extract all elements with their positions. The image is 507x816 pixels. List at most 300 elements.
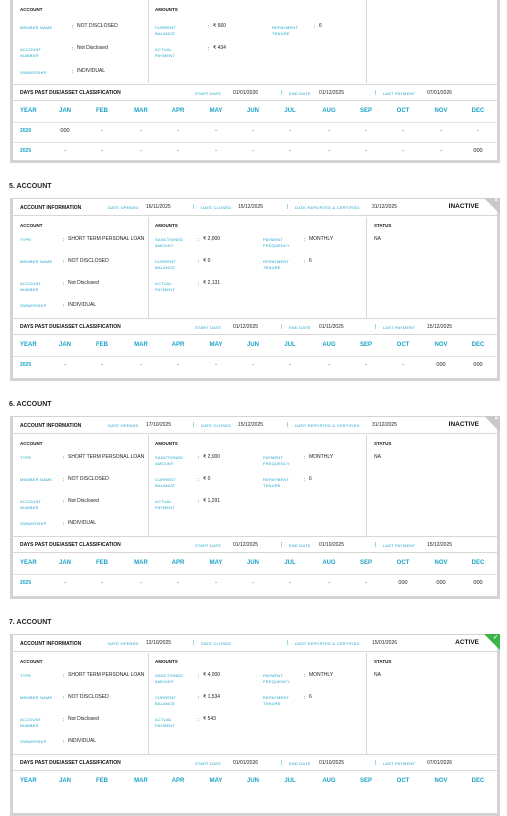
month-header: JAN: [58, 342, 71, 348]
date-opened-value: 16/11/2025: [146, 204, 171, 210]
colon: :: [198, 455, 200, 461]
month-header: APR: [171, 342, 185, 348]
account-col-title: ACCOUNT: [20, 659, 43, 664]
date-reported-label: DATE REPORTED & CERTIFIED: [295, 641, 360, 646]
account-number-label: ACCOUNT NUMBER: [20, 281, 42, 292]
month-value: -: [101, 148, 103, 154]
month-header: JUN: [246, 342, 259, 348]
start-date-value: 01/01/2026: [233, 90, 259, 96]
colon: :: [63, 673, 65, 679]
separator: |: [193, 422, 195, 428]
date-opened-label: DATE OPENED: [108, 205, 139, 210]
member-name-label: MEMBER NAME: [20, 259, 53, 264]
start-date-label: START DATE: [195, 325, 222, 330]
month-header: AUG: [322, 108, 336, 114]
month-value: -: [252, 148, 254, 154]
colon: :: [198, 281, 200, 287]
month-header: MAR: [134, 108, 148, 114]
dpd-year-row: [13, 148, 497, 158]
colon: :: [63, 303, 65, 309]
account-number-value: Not Disclosed: [68, 498, 99, 504]
separator: |: [281, 760, 283, 766]
month-header: DEC: [471, 108, 485, 114]
month-header: NOV: [434, 342, 448, 348]
status-value: NA: [374, 236, 381, 242]
sanctioned-amount-label: SANCTIONED AMOUNT: [155, 673, 184, 684]
month-header: JUL: [284, 342, 296, 348]
actual-payment-label: ACTUAL PAYMENT: [155, 499, 176, 510]
month-header: MAY: [209, 342, 223, 348]
payment-frequency-label: PAYMENT FREQUENCY: [263, 673, 290, 684]
status-col-title: STATUS: [374, 659, 392, 664]
inactive-close-icon: [484, 198, 500, 214]
member-name-label: MEMBER NAME: [20, 695, 53, 700]
colon: :: [72, 69, 74, 75]
ownership-value: INDIVIDUAL: [68, 520, 97, 526]
colon: :: [63, 695, 65, 701]
month-value: -: [289, 580, 291, 586]
month-header: FEB: [96, 560, 108, 566]
member-name-value: NOT DISCLOSED: [77, 23, 118, 29]
account-number-value: Not Disclosed: [68, 280, 99, 286]
account-col-title: ACCOUNT: [20, 441, 43, 446]
month-header: JUN: [246, 108, 259, 114]
colon: :: [314, 24, 316, 30]
month-value: -: [365, 148, 367, 154]
actual-payment-value: ₹ 1,291: [203, 498, 221, 504]
month-value: -: [177, 148, 179, 154]
active-check-icon: [484, 634, 500, 650]
month-value: 000: [60, 128, 70, 134]
month-value: -: [64, 148, 66, 154]
end-date-label: END DATE: [289, 543, 311, 548]
separator: |: [375, 90, 377, 96]
month-header: JUN: [246, 560, 259, 566]
repayment-tenure-value: 6: [309, 258, 312, 264]
sanctioned-amount-label: SANCTIONED AMOUNT: [155, 237, 184, 248]
ownership-label: OWNERSHIP: [20, 303, 47, 308]
account-info-title: ACCOUNT INFORMATION: [20, 641, 82, 647]
member-name-value: NOT DISCLOSED: [68, 258, 109, 264]
month-header: JAN: [58, 108, 71, 114]
month-header: OCT: [396, 560, 410, 566]
end-date-label: END DATE: [289, 91, 311, 96]
account-card-6: [10, 416, 500, 599]
dpd-title: DAYS PAST DUE/ASSET CLASSIFICATION: [20, 760, 121, 766]
month-value: -: [101, 580, 103, 586]
dpd-header: [13, 536, 497, 553]
section-title: 7. ACCOUNT: [9, 619, 52, 626]
dpd-header: [13, 318, 497, 335]
close-glyph-icon: ×: [494, 416, 498, 422]
account-number-label: ACCOUNT NUMBER: [20, 47, 42, 58]
start-date-label: START DATE: [195, 543, 222, 548]
last-payment-label: LAST PAYMENT: [383, 325, 416, 330]
type-value: SHORT TERM PERSONAL LOAN: [68, 236, 145, 242]
month-value: -: [140, 580, 142, 586]
month-value: -: [402, 128, 404, 134]
dpd-year-row: [13, 128, 497, 138]
dpd-year-row: [13, 580, 497, 590]
last-payment-label: LAST PAYMENT: [383, 761, 416, 766]
date-reported-label: DATE REPORTED & CERTIFIED: [295, 205, 360, 210]
month-header: JUL: [284, 778, 296, 784]
section-title: 6. ACCOUNT: [9, 401, 52, 408]
account-state-badge: INACTIVE: [448, 203, 479, 210]
month-header: SEP: [359, 560, 372, 566]
actual-payment-value: ₹ 543: [203, 716, 216, 722]
month-value: -: [140, 362, 142, 368]
month-value: -: [177, 580, 179, 586]
last-payment-value: 15/12/2025: [427, 324, 453, 330]
ownership-value: INDIVIDUAL: [68, 738, 97, 744]
month-header: MAR: [134, 778, 148, 784]
month-header-row: [13, 108, 497, 118]
month-value: -: [365, 362, 367, 368]
month-value: -: [101, 362, 103, 368]
ownership-label: OWNERSHIP: [20, 521, 47, 526]
month-header-row: [13, 560, 497, 570]
last-payment-label: LAST PAYMENT: [383, 543, 416, 548]
end-date-value: 01/11/2025: [319, 324, 344, 330]
year-cell: 2025: [20, 580, 32, 586]
month-value: -: [177, 128, 179, 134]
inactive-close-icon: [484, 416, 500, 432]
dpd-title: DAYS PAST DUE/ASSET CLASSIFICATION: [20, 542, 121, 548]
sanctioned-amount-value: ₹ 2,000: [203, 236, 221, 242]
month-header: AUG: [322, 342, 336, 348]
payment-frequency-label: PAYMENT FREQUENCY: [263, 237, 290, 248]
repayment-tenure-label: REPAYMENT TENURE: [263, 477, 290, 488]
sanctioned-amount-label: SANCTIONED AMOUNT: [155, 455, 184, 466]
end-date-value: 01/10/2025: [319, 760, 345, 766]
colon: :: [63, 259, 65, 265]
dpd-title: DAYS PAST DUE/ASSET CLASSIFICATION: [20, 324, 121, 330]
month-value: -: [328, 128, 330, 134]
month-value: 000: [436, 580, 446, 586]
start-date-label: START DATE: [195, 91, 222, 96]
close-glyph-icon: ×: [494, 198, 498, 204]
month-header: FEB: [96, 342, 108, 348]
colon: :: [63, 739, 65, 745]
colon: :: [63, 237, 65, 243]
date-opened-value: 17/10/2025: [146, 422, 172, 428]
separator: |: [193, 204, 195, 210]
account-card-4: [10, 0, 500, 163]
month-header-row: [13, 342, 497, 352]
month-value: -: [101, 128, 103, 134]
current-balance-label: CURRENT BALANCE: [155, 477, 176, 488]
account-info-title: ACCOUNT INFORMATION: [20, 423, 82, 429]
month-value: -: [64, 580, 66, 586]
month-header: MAR: [134, 560, 148, 566]
month-value: -: [289, 148, 291, 154]
month-value: -: [328, 148, 330, 154]
sanctioned-amount-value: ₹ 2,000: [203, 454, 221, 460]
account-state-badge: ACTIVE: [455, 639, 479, 646]
status-value: NA: [374, 454, 381, 460]
month-header: MAY: [209, 560, 223, 566]
separator: |: [375, 542, 377, 548]
account-card-5: [10, 198, 500, 381]
amounts-col-title: AMOUNTS: [155, 7, 178, 12]
row-divider: [13, 142, 497, 143]
section-title: 5. ACCOUNT: [9, 183, 52, 190]
date-reported-value: 31/12/2025: [372, 422, 398, 428]
current-balance-value: ₹ 0: [203, 476, 211, 482]
colon: :: [198, 237, 200, 243]
separator: |: [193, 640, 195, 646]
repayment-tenure-label: REPAYMENT TENURE: [272, 25, 299, 36]
ownership-value: INDIVIDUAL: [68, 302, 97, 308]
payment-frequency-value: MONTHLY: [309, 454, 334, 460]
month-value: -: [140, 128, 142, 134]
colon: :: [63, 477, 65, 483]
month-header: OCT: [396, 778, 410, 784]
month-header: OCT: [396, 342, 410, 348]
month-header: DEC: [471, 560, 485, 566]
month-value: -: [477, 128, 479, 134]
type-label: TYPE: [20, 455, 32, 460]
current-balance-label: CURRENT BALANCE: [155, 695, 176, 706]
month-value: -: [215, 580, 217, 586]
colon: :: [304, 477, 306, 483]
last-payment-value: 07/01/2026: [427, 760, 453, 766]
month-value: -: [365, 580, 367, 586]
month-header: JUL: [284, 560, 296, 566]
current-balance-label: CURRENT BALANCE: [155, 25, 176, 36]
month-value: -: [440, 128, 442, 134]
account-card-7: [10, 634, 500, 816]
member-name-label: MEMBER NAME: [20, 25, 53, 30]
row-divider: [13, 122, 497, 123]
colon: :: [198, 695, 200, 701]
separator: |: [287, 640, 289, 646]
payment-frequency-label: PAYMENT FREQUENCY: [263, 455, 290, 466]
colon: :: [63, 521, 65, 527]
month-header: SEP: [359, 778, 372, 784]
month-value: -: [440, 148, 442, 154]
separator: |: [281, 324, 283, 330]
colon: :: [304, 695, 306, 701]
check-glyph-icon: ✓: [492, 635, 498, 641]
month-value: -: [365, 128, 367, 134]
month-value: -: [140, 148, 142, 154]
month-value: -: [215, 128, 217, 134]
date-opened-value: 12/10/2025: [146, 640, 172, 646]
month-value: 000: [473, 580, 483, 586]
colon: :: [72, 46, 74, 52]
year-cell: 2025: [20, 148, 32, 154]
dpd-title: DAYS PAST DUE/ASSET CLASSIFICATION: [20, 90, 121, 96]
month-value: -: [64, 362, 66, 368]
amounts-col-title: AMOUNTS: [155, 441, 178, 446]
actual-payment-value: ₹ 2,131: [203, 280, 221, 286]
month-header: JAN: [58, 778, 71, 784]
actual-payment-label: ACTUAL PAYMENT: [155, 717, 176, 728]
month-header: APR: [171, 560, 185, 566]
member-name-label: MEMBER NAME: [20, 477, 53, 482]
account-col-title: ACCOUNT: [20, 7, 43, 12]
year-cell: 2025: [20, 362, 32, 368]
colon: :: [304, 237, 306, 243]
colon: :: [63, 717, 65, 723]
month-header: DEC: [471, 342, 485, 348]
colon: :: [208, 46, 210, 52]
colon: :: [72, 24, 74, 30]
month-value: -: [252, 362, 254, 368]
start-date-value: 01/12/2025: [233, 542, 259, 548]
month-value: -: [289, 362, 291, 368]
member-name-value: NOT DISCLOSED: [68, 476, 109, 482]
month-header: APR: [171, 108, 185, 114]
repayment-tenure-label: REPAYMENT TENURE: [263, 259, 290, 270]
month-header: MAY: [209, 778, 223, 784]
month-value: -: [328, 362, 330, 368]
actual-payment-value: ₹ 434: [213, 45, 226, 51]
last-payment-label: LAST PAYMENT: [383, 91, 416, 96]
month-value: -: [402, 362, 404, 368]
actual-payment-label: ACTUAL PAYMENT: [155, 47, 176, 58]
date-closed-label: DATE CLOSED: [201, 205, 232, 210]
month-value: -: [177, 362, 179, 368]
date-opened-label: DATE OPENED: [108, 641, 139, 646]
account-number-value: Not Disclosed: [77, 45, 108, 51]
payment-frequency-value: MONTHLY: [309, 236, 334, 242]
date-reported-label: DATE REPORTED & CERTIFIED: [295, 423, 360, 428]
month-header: FEB: [96, 108, 108, 114]
ownership-label: OWNERSHIP: [20, 70, 47, 75]
repayment-tenure-value: 6: [319, 23, 322, 29]
current-balance-value: ₹ 1,534: [203, 694, 221, 700]
actual-payment-label: ACTUAL PAYMENT: [155, 281, 176, 292]
colon: :: [304, 259, 306, 265]
member-name-value: NOT DISCLOSED: [68, 694, 109, 700]
repayment-tenure-label: REPAYMENT TENURE: [263, 695, 290, 706]
colon: :: [198, 259, 200, 265]
status-col-title: STATUS: [374, 441, 392, 446]
month-header: AUG: [322, 778, 336, 784]
colon: :: [208, 24, 210, 30]
ownership-value: INDIVIDUAL: [77, 68, 106, 74]
month-header: MAR: [134, 342, 148, 348]
month-value: -: [402, 148, 404, 154]
month-header: FEB: [96, 778, 108, 784]
month-value: 000: [473, 148, 483, 154]
date-closed-value: 15/12/2025: [238, 422, 264, 428]
colon: :: [63, 455, 65, 461]
row-divider: [13, 574, 497, 575]
sanctioned-amount-value: ₹ 4,000: [203, 672, 221, 678]
year-header: YEAR: [20, 560, 37, 566]
dpd-year-row: [13, 362, 497, 372]
colon: :: [304, 455, 306, 461]
colon: :: [198, 673, 200, 679]
type-label: TYPE: [20, 673, 32, 678]
end-date-value: 01/12/2025: [319, 90, 345, 96]
account-info-title: ACCOUNT INFORMATION: [20, 205, 82, 211]
month-header: SEP: [359, 108, 372, 114]
amounts-column: [149, 0, 367, 83]
start-date-value: 01/01/2026: [233, 760, 259, 766]
month-value: -: [252, 580, 254, 586]
start-date-label: START DATE: [195, 761, 222, 766]
year-cell: 2026: [20, 128, 32, 134]
account-col-title: ACCOUNT: [20, 223, 43, 228]
account-info-header: [13, 417, 497, 434]
account-number-label: ACCOUNT NUMBER: [20, 717, 42, 728]
dpd-header: [13, 84, 497, 101]
separator: |: [375, 760, 377, 766]
dpd-header: [13, 754, 497, 771]
month-header: OCT: [396, 108, 410, 114]
date-reported-value: 15/01/2026: [372, 640, 398, 646]
month-header: AUG: [322, 560, 336, 566]
colon: :: [198, 477, 200, 483]
separator: |: [375, 324, 377, 330]
month-value: -: [215, 148, 217, 154]
colon: :: [63, 499, 65, 505]
month-header: JAN: [58, 560, 71, 566]
last-payment-value: 15/12/2025: [427, 542, 453, 548]
month-header: MAY: [209, 108, 223, 114]
type-value: SHORT TERM PERSONAL LOAN: [68, 454, 145, 460]
date-closed-value: 15/12/2025: [238, 204, 264, 210]
month-header: APR: [171, 778, 185, 784]
month-header: NOV: [434, 778, 448, 784]
ownership-label: OWNERSHIP: [20, 739, 47, 744]
end-date-label: END DATE: [289, 325, 311, 330]
account-number-value: Not Disclosed: [68, 716, 99, 722]
month-value: -: [252, 128, 254, 134]
type-label: TYPE: [20, 237, 32, 242]
account-state-badge: INACTIVE: [448, 421, 479, 428]
payment-frequency-value: MONTHLY: [309, 672, 334, 678]
year-header: YEAR: [20, 778, 37, 784]
year-header: YEAR: [20, 342, 37, 348]
current-balance-value: ₹ 0: [203, 258, 211, 264]
separator: |: [287, 204, 289, 210]
month-value: 000: [436, 362, 446, 368]
repayment-tenure-value: 6: [309, 694, 312, 700]
date-closed-label: DATE CLOSED: [201, 641, 232, 646]
month-value: -: [328, 580, 330, 586]
month-header: DEC: [471, 778, 485, 784]
year-header: YEAR: [20, 108, 37, 114]
month-header: SEP: [359, 342, 372, 348]
month-value: 000: [398, 580, 408, 586]
status-value: NA: [374, 672, 381, 678]
account-info-header: [13, 635, 497, 652]
type-value: SHORT TERM PERSONAL LOAN: [68, 672, 145, 678]
colon: :: [304, 673, 306, 679]
month-header-row: [13, 778, 497, 788]
month-value: -: [289, 128, 291, 134]
end-date-value: 01/10/2025: [319, 542, 345, 548]
amounts-col-title: AMOUNTS: [155, 659, 178, 664]
separator: |: [287, 422, 289, 428]
month-value: -: [215, 362, 217, 368]
date-closed-label: DATE CLOSED: [201, 423, 232, 428]
account-number-label: ACCOUNT NUMBER: [20, 499, 42, 510]
month-value: 000: [473, 362, 483, 368]
repayment-tenure-value: 6: [309, 476, 312, 482]
row-divider: [13, 356, 497, 357]
separator: |: [281, 90, 283, 96]
amounts-col-title: AMOUNTS: [155, 223, 178, 228]
month-header: JUL: [284, 108, 296, 114]
colon: :: [198, 717, 200, 723]
